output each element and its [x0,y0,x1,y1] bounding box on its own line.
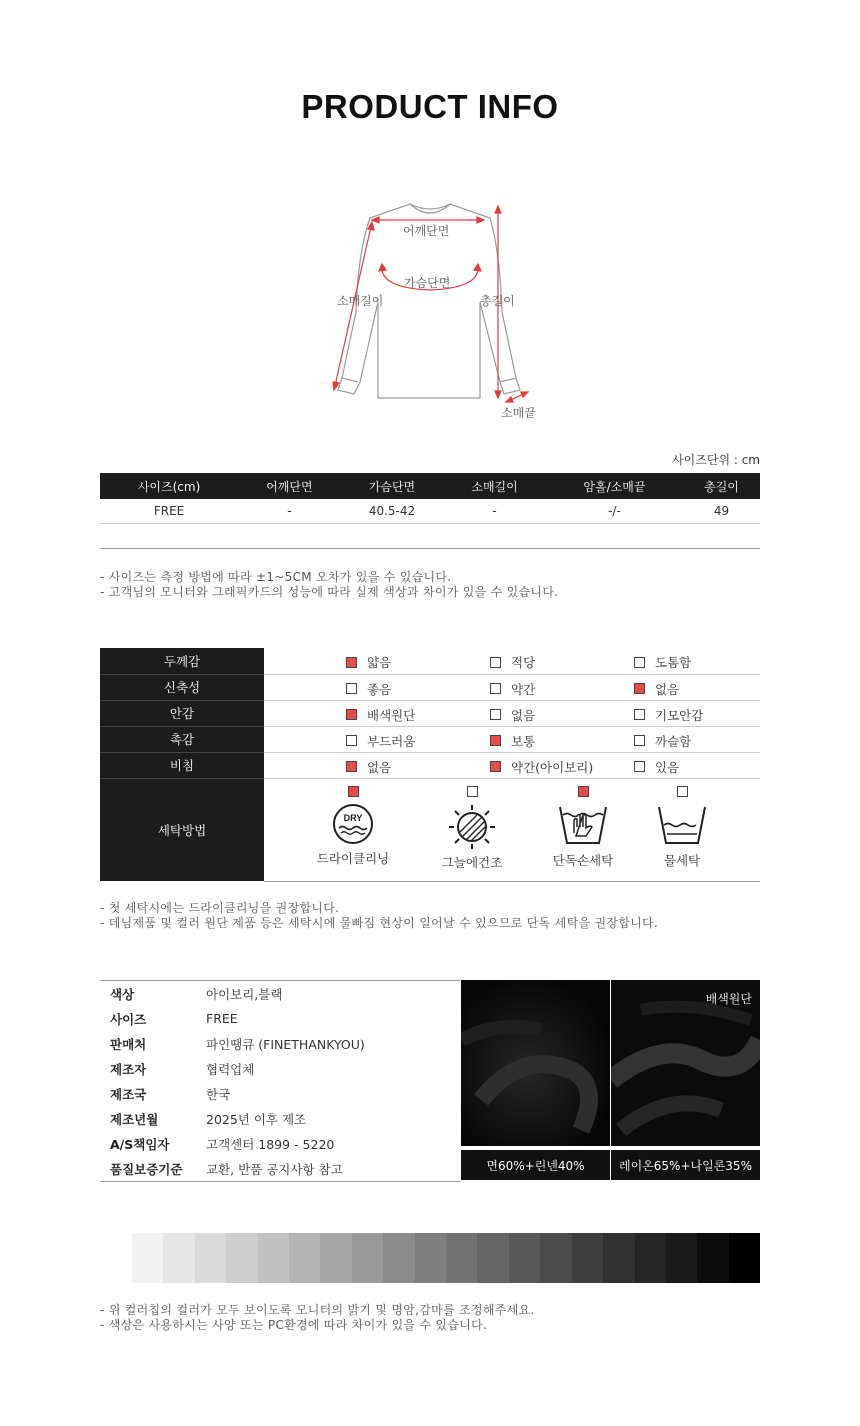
fabric-option [634,732,691,750]
gray-chip [320,1233,351,1283]
checked-box-icon [346,761,357,772]
size-cell: 49 [683,499,760,523]
fabric-row [100,648,760,674]
gray-chip [446,1233,477,1283]
size-header-cell: 어깨단면 [238,473,341,499]
wash-row-label: 세탁방법 [100,778,264,881]
info-value: 협력업체 [206,1061,255,1077]
fabric-option-label: 적당 [511,655,536,671]
gray-chip [226,1233,257,1283]
info-key: 제조년월 [110,1111,159,1127]
info-row [100,1031,460,1056]
info-key: 제조국 [110,1086,147,1102]
info-key: 사이즈 [110,1011,147,1027]
info-row [100,1006,460,1031]
info-key: 판매처 [110,1036,147,1052]
size-header-cell: 총길이 [683,473,760,499]
gray-chip [415,1233,446,1283]
fabric-row-label: 두께감 [100,648,264,674]
fabric-row [100,752,760,778]
gray-chip [289,1233,320,1283]
gray-chip [666,1233,697,1283]
water-wash-icon [622,803,742,847]
info-row [100,1081,460,1106]
size-table [100,473,760,549]
gray-scale-bar [132,1233,760,1283]
size-header-cell: 사이즈(cm) [100,473,238,499]
gray-chip [383,1233,414,1283]
table-row [100,499,760,523]
size-table-header [100,473,760,499]
fabric-row-label: 비침 [100,752,264,778]
fabric-row [100,700,760,726]
size-diagram [320,192,550,432]
unchecked-box-icon [634,657,645,668]
gray-chip [697,1233,728,1283]
fabric-row-label: 안감 [100,700,264,726]
diagram-label-shoulder: 어깨단면 [403,224,450,238]
gray-chip [603,1233,634,1283]
info-row [100,1131,460,1156]
shade-dry-icon [412,803,532,849]
info-value: FREE [206,1011,238,1026]
wash-method-label: 단독손세탁 [552,852,614,868]
gray-chip [729,1233,760,1283]
unchecked-box-icon [346,735,357,746]
fabric-row [100,726,760,752]
size-cell: -/- [546,499,683,523]
diagram-label-sleeve: 소매길이 [337,294,384,308]
checked-box-icon [490,735,501,746]
note-line: - 색상은 사용하시는 사양 또는 PC환경에 따라 차이가 있을 수 있습니다. [100,1318,488,1332]
info-row [100,981,460,1006]
info-value: 고객센터 1899 - 5220 [206,1136,335,1152]
info-key: A/S책임자 [110,1136,170,1152]
fabric-option [490,653,535,671]
info-row [100,1056,460,1081]
gray-chip [163,1233,194,1283]
unchecked-box-icon [677,786,688,797]
size-cell: - [238,499,341,523]
info-value: 2025년 이후 제조 [206,1111,307,1127]
fabric-option-label: 약간(아이보리) [511,759,594,775]
size-cell: 40.5-42 [341,499,444,523]
checked-box-icon [346,657,357,668]
unchecked-box-icon [490,709,501,720]
info-row [100,1156,460,1181]
fabric-option [490,680,535,698]
fabric-option-label: 부드러움 [367,733,416,749]
unchecked-box-icon [634,709,645,720]
info-key: 색상 [110,986,135,1002]
wash-method-label: 그늘에건조 [441,854,503,870]
swatch-tag: 배색원단 [705,992,752,1006]
size-cell: FREE [100,499,238,523]
table-row-empty [100,523,760,548]
gray-chip [477,1233,508,1283]
fabric-option-label: 없음 [511,707,536,723]
unchecked-box-icon [634,761,645,772]
note-line: - 첫 세탁시에는 드라이클리닝을 권장합니다. [100,901,340,915]
info-value: 한국 [206,1086,231,1102]
gray-chip [572,1233,603,1283]
fabric-option-label: 약간 [511,681,536,697]
fabric-option [634,758,679,776]
product-info-table [100,980,460,1182]
dry-clean-icon [293,803,413,845]
swatch-caption: 면60%+린넨40% [461,1150,610,1180]
page-title: PRODUCT INFO [301,88,559,125]
wash-method-item [412,779,532,871]
wash-row [100,778,760,881]
wash-method-label: 드라이클리닝 [316,850,390,866]
size-header-cell: 암홀/소매끝 [546,473,683,499]
fabric-option [490,732,535,750]
info-value: 파인땡큐 (FINETHANKYOU) [206,1036,365,1052]
fabric-option-label: 까슬함 [655,733,692,749]
fabric-option [634,653,691,671]
swatch-caption: 레이온65%+나일론35% [611,1150,760,1180]
fabric-option-label: 도톰함 [655,655,692,671]
gray-chip [352,1233,383,1283]
fabric-row-label: 촉감 [100,726,264,752]
fabric-option-label: 배색원단 [367,707,416,723]
note-line: - 위 컬러칩의 컬러가 모두 보이도록 모니터의 밝기 및 명암,감마를 조정해주세요. [100,1303,535,1317]
note-line: - 데님제품 및 컬러 원단 제품 등은 세탁시에 물빠짐 현상이 일어날 수 있으므로 단독 세탁을 권장합니다. [100,916,659,930]
diagram-label-chest: 가슴단면 [404,276,451,290]
size-cell: - [443,499,546,523]
fabric-option-label: 없음 [367,759,392,775]
fabric-swatch-accent [611,980,760,1146]
unchecked-box-icon [467,786,478,797]
unchecked-box-icon [634,735,645,746]
fabric-option-label: 있음 [655,759,680,775]
fabric-swatch-main [461,980,610,1146]
fabric-option-label: 보통 [511,733,536,749]
gray-chip [132,1233,163,1283]
diagram-label-cuff: 소매끝 [501,406,536,420]
gray-chip [258,1233,289,1283]
wash-method-item [622,779,742,869]
fabric-option [490,758,593,776]
gray-chip [509,1233,540,1283]
fabric-option [634,706,703,724]
wash-method-item [293,779,413,867]
checked-box-icon [348,786,359,797]
fabric-option [346,706,415,724]
gray-chip [635,1233,666,1283]
gray-chip [540,1233,571,1283]
info-key: 품질보증기준 [110,1161,183,1177]
wash-notes [100,901,658,931]
fabric-option [346,653,391,671]
info-key: 제조자 [110,1061,147,1077]
checked-box-icon [490,761,501,772]
info-value: 아이보리,블랙 [206,986,283,1002]
fabric-option-label: 기모안감 [655,707,704,723]
gray-chip [195,1233,226,1283]
wash-method-label: 물세탁 [663,852,701,868]
svg-text:DRY: DRY [343,812,363,823]
fabric-option [346,758,391,776]
unchecked-box-icon [490,683,501,694]
size-notes [100,570,558,600]
fabric-option-label: 좋음 [367,681,392,697]
fabric-table [100,648,760,882]
fabric-option [346,732,415,750]
diagram-label-length: 총길이 [480,294,515,308]
fabric-row [100,674,760,700]
size-header-cell: 소매길이 [443,473,546,499]
checked-box-icon [578,786,589,797]
fabric-row-label: 신축성 [100,674,264,700]
checked-box-icon [634,683,645,694]
color-notes [100,1303,535,1333]
unchecked-box-icon [346,683,357,694]
note-line: - 고객님의 모니터와 그래픽카드의 성능에 따라 실제 색상과 차이가 있을 수 있습니다. [100,585,559,599]
fabric-option-label: 얇음 [367,655,392,671]
size-unit-note: 사이즈단위 : cm [672,453,760,467]
size-header-cell: 가슴단면 [341,473,444,499]
unchecked-box-icon [490,657,501,668]
checked-box-icon [346,709,357,720]
note-line: - 사이즈는 측정 방법에 따라 ±1~5CM 오차가 있을 수 있습니다. [100,570,452,584]
fabric-option [634,680,679,698]
info-row [100,1106,460,1131]
fabric-option [346,680,391,698]
fabric-option-label: 없음 [655,681,680,697]
fabric-option [490,706,535,724]
info-value: 교환, 반품 공지사항 참고 [206,1161,343,1177]
